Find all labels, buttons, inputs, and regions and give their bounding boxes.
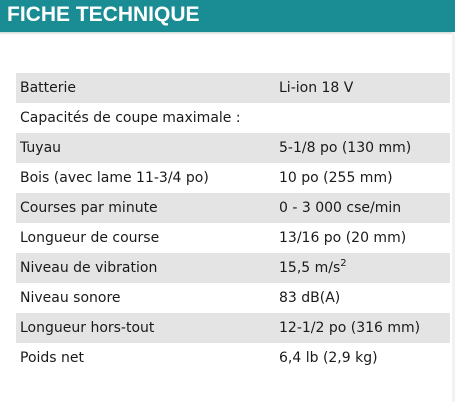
spec-row-vibration <box>16 253 450 283</box>
section-header <box>0 0 455 32</box>
spec-label: Longueur hors-tout <box>20 320 155 336</box>
spec-label: Capacités de coupe maximale : <box>20 110 241 126</box>
spec-value: 12-1/2 po (316 mm) <box>279 320 421 336</box>
spec-value-superscript: 2 <box>340 258 347 269</box>
spec-label: Niveau de vibration <box>20 260 158 276</box>
spec-label: Tuyau <box>20 140 62 156</box>
spec-label: Batterie <box>20 80 77 96</box>
spec-row-wood <box>16 163 450 193</box>
spec-label: Longueur de course <box>20 230 160 246</box>
spec-value-text: 15,5 m/s <box>279 260 341 276</box>
spec-value: 13/16 po (20 mm) <box>279 230 407 246</box>
spec-label: Courses par minute <box>20 200 158 216</box>
spec-row-cutting-capacity <box>16 103 450 133</box>
header-divider <box>0 32 455 35</box>
spec-value <box>279 260 347 276</box>
spec-label: Poids net <box>20 350 85 366</box>
spec-value: 6,4 lb (2,9 kg) <box>279 350 378 366</box>
spec-row-battery <box>16 73 450 103</box>
spec-row-stroke-length <box>16 223 450 253</box>
spec-label: Niveau sonore <box>20 290 121 306</box>
spec-value: 5-1/8 po (130 mm) <box>279 140 412 156</box>
spec-value: 0 - 3 000 cse/min <box>279 200 402 216</box>
spec-row-sound-level <box>16 283 450 313</box>
spec-label: Bois (avec lame 11-3/4 po) <box>20 170 209 186</box>
spec-value: 83 dB(A) <box>279 290 341 306</box>
spec-table <box>16 73 450 373</box>
spec-value: Li-ion 18 V <box>279 80 354 96</box>
spec-row-net-weight <box>16 343 450 373</box>
spec-value: 10 po (255 mm) <box>279 170 393 186</box>
spec-row-strokes-per-minute <box>16 193 450 223</box>
section-title: FICHE TECHNIQUE <box>7 3 200 26</box>
spec-row-overall-length <box>16 313 450 343</box>
spec-row-pipe <box>16 133 450 163</box>
